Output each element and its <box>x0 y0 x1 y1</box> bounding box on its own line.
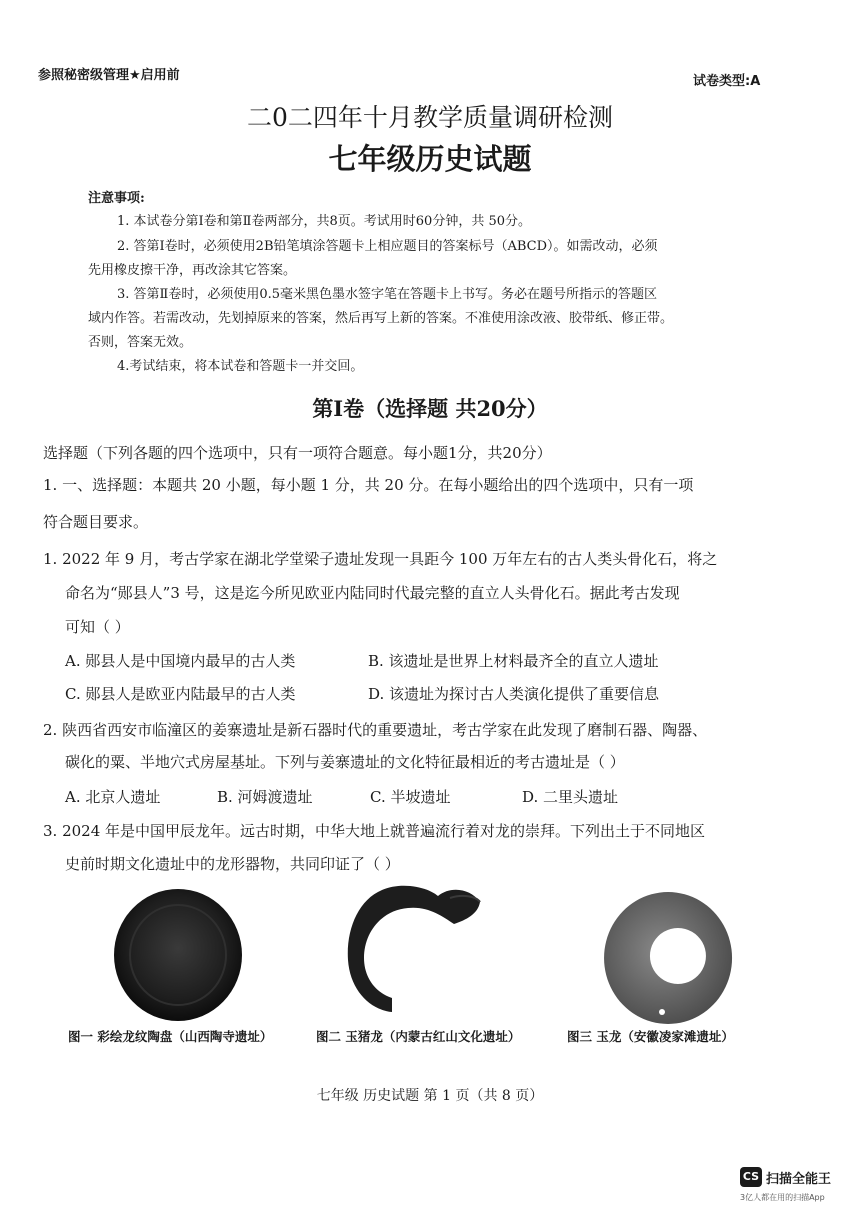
q1-stem-2: 命名为“郧县人”3 号，这是迄今所见欧亚内陆同时代最完整的直立人头骨化石。据此考古发现 <box>65 584 680 602</box>
q2-option-d: D. 二里头遗址 <box>522 788 619 806</box>
paper-type-label: 试卷类型:A <box>693 74 761 89</box>
q1-stem-3: 可知（ ） <box>65 618 130 636</box>
q1-option-c: C. 郧县人是欧亚内陆最早的古人类 <box>65 685 296 703</box>
exam-title: 二0二四年十月教学质量调研检测 <box>247 103 613 132</box>
q1-option-d: D. 该遗址为探讨古人类演化提供了重要信息 <box>368 685 660 703</box>
q2-stem-2: 碳化的粟、半地穴式房屋基址。下列与姜寨遗址的文化特征最相近的考古遗址是（ ） <box>65 753 625 771</box>
q2-option-a: A. 北京人遗址 <box>65 788 161 806</box>
notice-item-4: 4.考试结束，将本试卷和答题卡一并交回。 <box>117 359 364 374</box>
notice-item-3: 3. 答第Ⅱ卷时，必须使用0.5毫米黑色墨水签字笔在答题卡上书写。务必在题号所指示的答题区 <box>117 287 658 302</box>
jade-dragon-figure <box>598 888 738 1028</box>
q1-option-a: A. 郧县人是中国境内最早的古人类 <box>65 652 296 670</box>
notice-item-3-cont: 域内作答。若需改动，先划掉原来的答案，然后再写上新的答案。不准使用涂改液、胶带纸、修正带。 <box>88 311 674 326</box>
page-footer: 七年级 历史试题 第 1 页（共 8 页） <box>316 1088 544 1104</box>
q2-option-c: C. 半坡遗址 <box>370 788 451 806</box>
figure-1-caption: 图一 彩绘龙纹陶盘（山西陶寺遗址） <box>68 1029 273 1044</box>
section-title: 第Ⅰ卷（选择题 共20分） <box>312 396 548 421</box>
q1-option-b: B. 该遗址是世界上材料最齐全的直立人遗址 <box>368 652 659 670</box>
notice-item-2: 2. 答第Ⅰ卷时，必须使用2B铅笔填涂答题卡上相应题目的答案标号（ABCD）。如需改动，必须 <box>117 239 658 254</box>
section-instruction: 选择题（下列各题的四个选项中，只有一项符合题意。每小题1分，共20分） <box>43 444 552 462</box>
scanner-slogan: 3亿人都在用的扫描App <box>740 1193 825 1202</box>
q3-stem-2: 史前时期文化遗址中的龙形器物，共同印证了（ ） <box>65 855 400 873</box>
q1-stem-1: 1. 2022 年 9 月，考古学家在湖北学堂梁子遗址发现一具距今 100 万年左右的古人类头骨化石，将之 <box>43 550 718 568</box>
notice-item-3-cont2: 否则，答案无效。 <box>88 335 193 350</box>
q2-stem-1: 2. 陕西省西安市临潼区的姜寨遗址是新石器时代的重要遗址，考古学家在此发现了磨制石器、陶器、 <box>43 721 708 739</box>
scanner-app-name: 扫描全能王 <box>766 1172 832 1187</box>
exam-subtitle: 七年级历史试题 <box>328 142 532 176</box>
painted-dragon-plate-figure <box>110 885 250 1025</box>
figure-2-caption: 图二 玉猪龙（内蒙古红山文化遗址） <box>316 1029 521 1044</box>
rule-line-1: 1. 一、选择题：本题共 20 小题，每小题 1 分，共 20 分。在每小题给出的四个选项中，只有一项 <box>43 476 694 494</box>
rule-line-2: 符合题目要求。 <box>43 513 149 531</box>
q3-stem-1: 3. 2024 年是中国甲辰龙年。远古时期，中华大地上就普遍流行着对龙的崇拜。下列出土于不同地区 <box>43 822 706 840</box>
secrecy-label: 参照秘密级管理★启用前 <box>38 68 180 83</box>
q2-option-b: B. 河姆渡遗址 <box>217 788 313 806</box>
notice-item-2-cont: 先用橡皮擦干净，再改涂其它答案。 <box>88 263 297 278</box>
notice-heading: 注意事项: <box>88 191 145 206</box>
scanner-logo-icon: CS <box>740 1167 762 1187</box>
jade-pig-dragon-figure <box>330 880 505 1025</box>
figure-3-caption: 图三 玉龙（安徽凌家滩遗址） <box>567 1029 734 1044</box>
notice-item-1: 1. 本试卷分第Ⅰ卷和第Ⅱ卷两部分，共8页。考试用时60分钟，共 50分。 <box>117 214 531 229</box>
